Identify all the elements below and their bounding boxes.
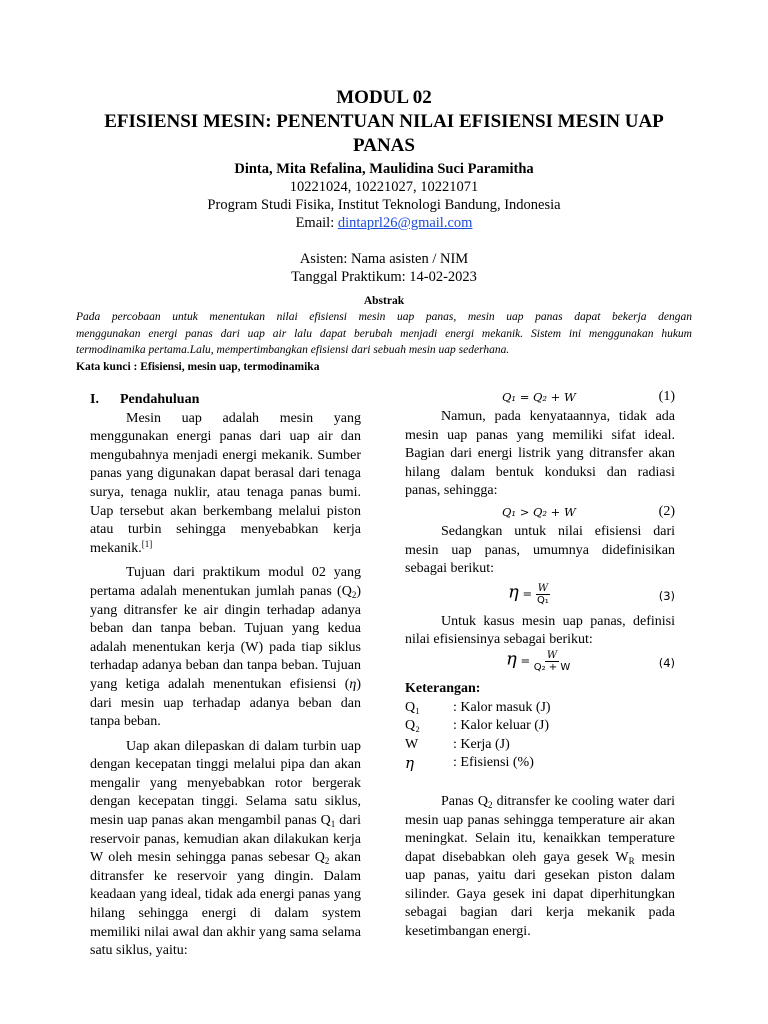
paragraph-goals: Tujuan dari praktikum modul 02 yang pertama adalah menentukan jumlah panas $(Q_2)$ yang ditransfer ke air dingin terhadap adanya beban dan tanpa beban. Tujuan yang kedua adalah menentukan kerja (W) pada tiap siklus terhadap adanya beban dan tanpa beban. Tujuan yang ketiga adalah menentukan efisiensi (η) dari mesin uap terhadap adanya beban dan tanpa beban. xyxy=(90,565,361,730)
equation-number: (1) xyxy=(658,389,675,404)
module-title: MODUL 02 xyxy=(336,87,432,108)
section-heading xyxy=(90,391,361,410)
equation-number: (3) xyxy=(658,588,675,603)
email-label: Email: xyxy=(295,215,338,231)
equation-body: η = $\frac{W}{\text{Q₂ + W}}$ xyxy=(506,648,571,673)
paragraph-definition: Untuk kasus mesin uap panas, definisi nilai efisiensinya sebagai berikut: xyxy=(405,613,675,648)
legend-list xyxy=(405,699,675,773)
abstract-line: Pada percobaan untuk menentukan nilai efisiensi mesin uap panas, mesin uap panas dapat bekerja dengan xyxy=(76,311,692,323)
student-ids: 10221024, 10221027, 10221071 xyxy=(289,179,479,195)
authors: Dinta, Mita Refalina, Maulidina Suci Paramitha xyxy=(234,161,534,177)
legend-item: Q₂ : Kalor keluar (J) xyxy=(405,718,550,734)
section-number: I. xyxy=(90,392,99,407)
legend-title: Keterangan: xyxy=(405,680,481,696)
equation-number: (4) xyxy=(658,655,675,670)
legend-item: W : Kerja (J) xyxy=(405,736,510,752)
paper-title-line1: EFISIENSI MESIN: PENENTUAN NILAI EFISIENSI MESIN UAP xyxy=(104,111,664,132)
abstract-line: termodinamika pertama.Lalu, mempertimbangkan efisiensi dari sebuah mesin uap sederhana. xyxy=(76,344,510,356)
assistant: Asisten: Nama asisten / NIM xyxy=(299,251,469,267)
paragraph-intro: Mesin uap adalah mesin yang menggunakan energi panas dari uap air dan mengubahnya menjadi energi mekanik. Sumber panas yang digunakan dapat berasal dari tenaga surya, tenaga nuklir, atau tenaga panas bumi. Uap tersebut akan berkembang melalui piston atau turbin sehingga menyebabkan kerja mekanik.[1] xyxy=(90,410,361,556)
equation-body: η = $\frac{W}{\text{Q₁}}$ xyxy=(508,581,549,606)
legend-item: Q₁ : Kalor masuk (J) xyxy=(405,699,551,715)
equation-body: Q₁ > Q₂ + W xyxy=(502,504,576,519)
equation-4 xyxy=(405,650,675,680)
equation-body: Q₁ = Q₂ + W xyxy=(502,390,576,404)
paragraph-turbine: Uap akan dilepaskan di dalam turbin uap dengan kecepatan tinggi melalui pipa dan akan mengalir yang menyebabkan rotor bergerak dengan kecepatan tinggi. Selama satu siklus, mesin uap panas akan mengambil panas $Q_1$ dari reservoir panas, kemudian akan dilakukan kerja W oleh mesin sehingga panas sebesar $Q_2$ akan ditransfer ke reservoir yang dingin. Dalam keadaan yang ideal, tidak ada energi panas yang hilang sehingga energi di dalam system memiliki nilai awal dan akhir yang sama selama satu siklus, yaitu: xyxy=(90,738,362,959)
paragraph-nonideal: Namun, pada kenyataannya, tidak ada mesin uap panas yang memiliki sifat ideal. Bagian dari energi listrik yang ditransfer akan hilang dalam bentuk konduksi dan radiasi panas, sehingga: xyxy=(405,409,675,499)
equation-1 xyxy=(405,388,675,408)
email-line xyxy=(60,214,708,232)
email-link[interactable]: dintaprl26@gmail.com xyxy=(337,215,473,231)
keywords: Kata kunci : Efisiensi, mesin uap, termodinamika xyxy=(76,361,320,373)
abstract-line: menggunakan energi panas dari uap air lalu dapat berubah menjadi energi mekanik. Sistem ini menggunakan hukum xyxy=(76,327,692,340)
left-column xyxy=(90,391,361,961)
equation-number: (2) xyxy=(658,503,675,519)
right-column xyxy=(405,388,675,942)
paragraph-cooling: Panas $Q_2$ ditransfer ke cooling water dari mesin uap panas sehingga temperature air akan meningkat. Selain itu, kenaikkan temperature dapat disebabkan oleh gaya gesek $W_R$ mesin uap panas, yaitu dari gesekan piston dalam silinder. Gaya gesek ini dapat diperhitungkan sebagai bagian dari kerja mekanik pada kesetimbangan energi. xyxy=(405,793,675,940)
section-title: Pendahuluan xyxy=(120,392,200,407)
paragraph-efficiency: Sedangkan untuk nilai efisiensi dari mesin uap panas, umumnya didefinisikan sebagai berikut: xyxy=(405,523,675,577)
equation-2 xyxy=(405,503,675,523)
abstract-title: Abstrak xyxy=(363,295,405,307)
paper-title-line2: PANAS xyxy=(353,135,415,156)
equation-3 xyxy=(405,583,675,613)
legend-item: η : Efisiensi (%) xyxy=(405,754,534,773)
practicum-date: Tanggal Praktikum: 14-02-2023 xyxy=(291,269,477,285)
abstract-body xyxy=(76,309,692,359)
header-block xyxy=(60,86,708,286)
citation-ref[interactable]: [1] xyxy=(141,538,153,549)
institution: Program Studi Fisika, Institut Teknologi Bandung, Indonesia xyxy=(207,197,561,213)
